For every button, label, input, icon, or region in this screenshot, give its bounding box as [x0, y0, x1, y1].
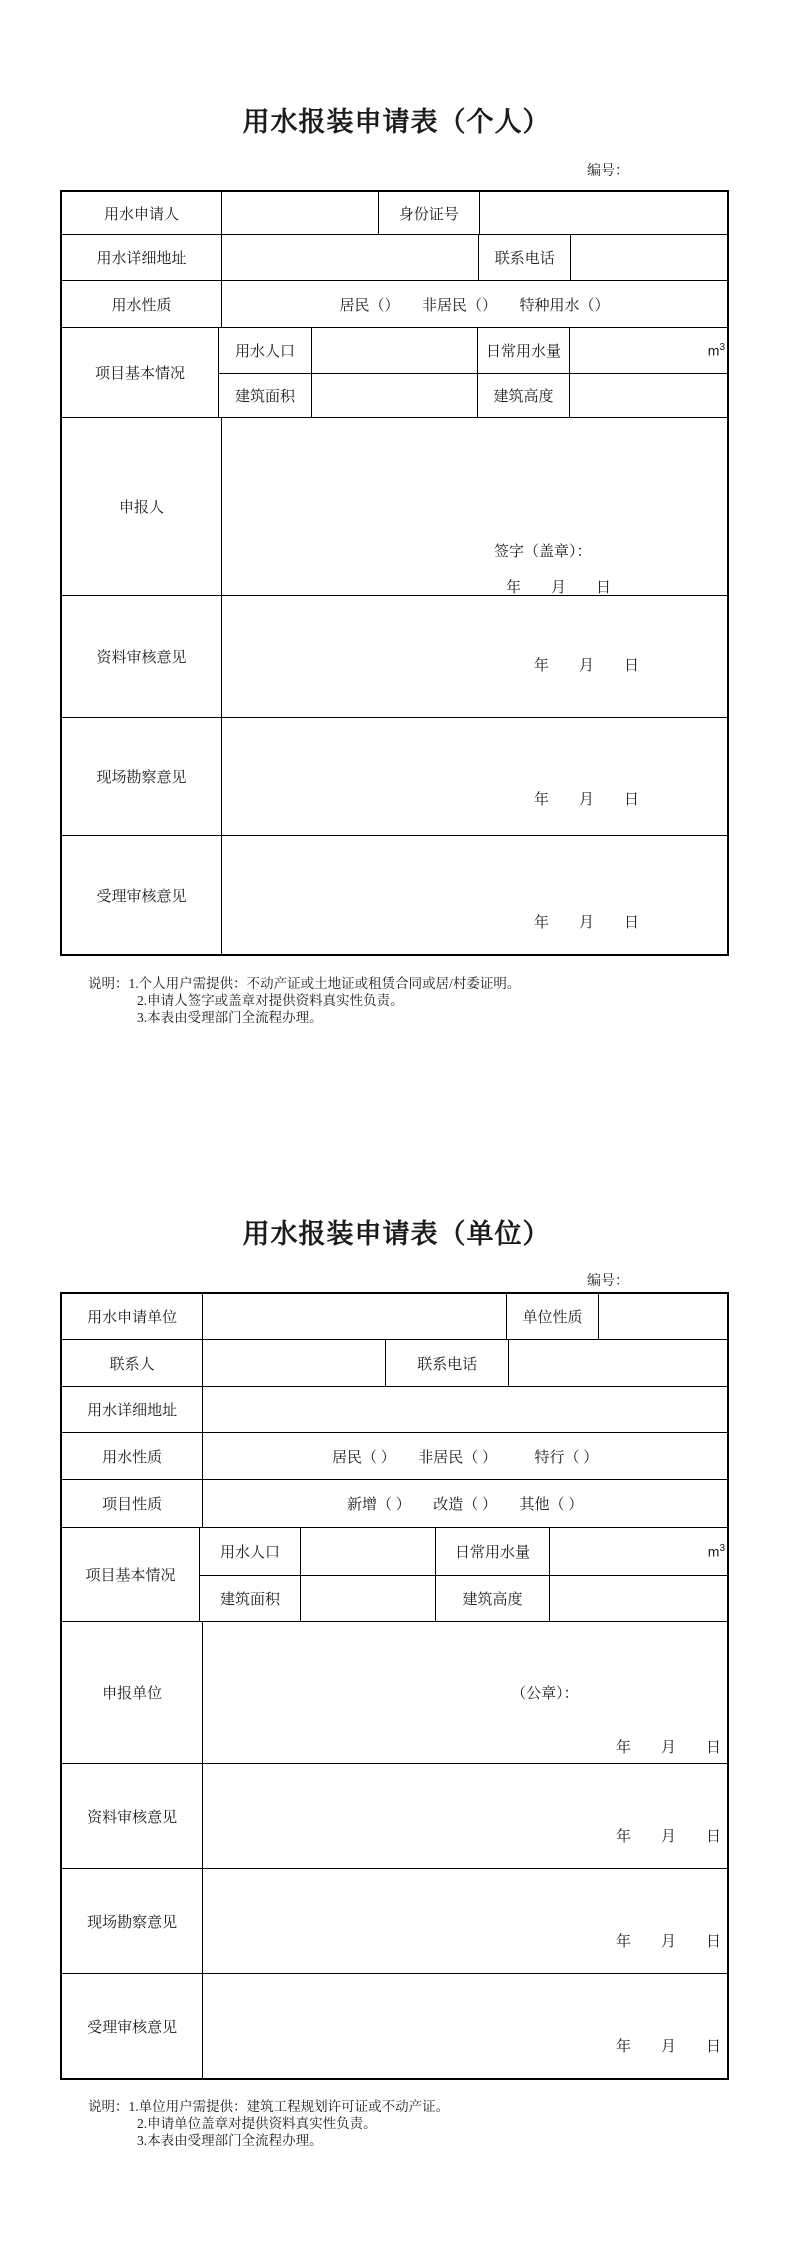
acceptance-review-label: 受理审核意见 — [96, 888, 187, 905]
unit-nature-value-cell[interactable] — [598, 1294, 727, 1339]
form2-title: 用水报装申请表（单位） — [242, 1219, 551, 1249]
signature-date-line: 年 月 日 — [506, 580, 612, 596]
form1-row-declarer — [62, 417, 727, 595]
form2-row-site-survey — [62, 1868, 727, 1973]
form1-title: 用水报装申请表（个人） — [242, 107, 551, 137]
area-label-2: 建筑面积 — [219, 1591, 280, 1608]
unit-label: 用水申请单位 — [87, 1310, 178, 1326]
water-nature-label-2: 用水性质 — [102, 1449, 163, 1466]
unit-nature-label: 单位性质 — [506, 1294, 597, 1339]
form1-row-applicant — [62, 192, 727, 234]
form1-note-3: 3.本表由受理部门全流程办理。 — [137, 1010, 323, 1025]
form1-row-site-survey — [62, 717, 727, 835]
form1-row-address — [62, 234, 727, 280]
form2-row-unit — [62, 1294, 727, 1339]
material-review-date-line-2: 年 月 日 — [615, 1829, 721, 1845]
material-review-date-line: 年 月 日 — [534, 658, 640, 674]
population-value-cell-2[interactable] — [300, 1528, 435, 1575]
site-survey-cell-2[interactable] — [202, 1869, 727, 1973]
form1-subrow-population — [219, 328, 727, 373]
daily-usage-label-2: 日常用水量 — [435, 1528, 549, 1575]
water-nature-options-2[interactable]: 居民（ ） 非居民（ ） 特行（ ） — [202, 1433, 727, 1479]
height-label-2: 建筑高度 — [435, 1576, 549, 1622]
unit-value-cell[interactable] — [202, 1294, 506, 1339]
form1-subrow-building — [219, 373, 727, 418]
form2-subrow-population — [200, 1528, 727, 1575]
contact-label: 联系人 — [109, 1356, 155, 1373]
population-label: 用水人口 — [234, 343, 295, 360]
project-nature-options[interactable]: 新增（ ） 改造（ ） 其他（ ） — [202, 1480, 727, 1527]
contact-value-cell[interactable] — [202, 1340, 385, 1386]
acceptance-review-label-2: 受理审核意见 — [87, 2019, 178, 2036]
acceptance-review-date-line: 年 月 日 — [534, 915, 640, 931]
form1-row-acceptance-review — [62, 835, 727, 954]
form1-serial-label: 编号： — [587, 164, 629, 179]
form2-row-water-nature — [62, 1432, 727, 1479]
site-survey-date-line-2: 年 月 日 — [615, 1934, 721, 1950]
form2-serial-label: 编号： — [587, 1274, 629, 1289]
seal-date-line: 年 月 日 — [615, 1740, 721, 1756]
site-survey-cell[interactable] — [221, 718, 727, 835]
project-label: 项目基本情况 — [94, 366, 185, 382]
form2-note-3: 3.本表由受理部门全流程办理。 — [137, 2133, 323, 2148]
height-label: 建筑高度 — [477, 374, 569, 418]
height-value-cell[interactable] — [569, 374, 727, 418]
signature-label: 签字（盖章）： — [494, 544, 592, 560]
acceptance-review-date-line-2: 年 月 日 — [615, 2039, 721, 2055]
form2-table — [60, 1292, 729, 2080]
material-review-cell-2[interactable] — [202, 1764, 727, 1868]
applicant-label: 用水申请人 — [104, 206, 180, 223]
form2-row-material-review — [62, 1763, 727, 1868]
phone-value-cell-2[interactable] — [508, 1340, 727, 1386]
id-number-label: 身份证号 — [378, 192, 478, 234]
form2-row-acceptance-review — [62, 1973, 727, 2078]
form1-note-1: 说明：1.个人用户需提供：不动产证或土地证或租赁合同或居/村委证明。 — [88, 976, 521, 991]
declarer-label: 申报人 — [119, 500, 165, 516]
address-value-cell-2[interactable] — [202, 1387, 727, 1432]
population-value-cell[interactable] — [311, 328, 477, 373]
declarer-unit-label: 申报单位 — [102, 1686, 163, 1702]
seal-label: （公章）： — [511, 1686, 579, 1702]
area-value-cell[interactable] — [311, 374, 477, 418]
water-nature-options[interactable]: 居民（） 非居民（） 特种用水（） — [221, 281, 727, 327]
form2-note-2: 2.申请单位盖章对提供资料真实性负责。 — [137, 2116, 377, 2131]
form2-row-project-nature — [62, 1479, 727, 1527]
form2-notes — [88, 2098, 449, 2149]
project-nature-label: 项目性质 — [102, 1497, 163, 1513]
declarer-seal-cell[interactable] — [202, 1622, 727, 1763]
site-survey-label: 现场勘察意见 — [96, 770, 187, 786]
material-review-label: 资料审核意见 — [96, 650, 187, 666]
area-label: 建筑面积 — [234, 388, 295, 405]
declarer-signature-cell[interactable] — [221, 418, 727, 595]
daily-usage-value-cell[interactable] — [569, 328, 727, 373]
form2-row-contact — [62, 1339, 727, 1386]
id-number-value-cell[interactable] — [479, 192, 728, 234]
material-review-label-2: 资料审核意见 — [87, 1809, 178, 1826]
site-survey-date-line: 年 月 日 — [534, 792, 640, 808]
form1-row-project-basics — [62, 327, 727, 417]
phone-label: 联系电话 — [478, 235, 569, 280]
form2-note-1: 说明：1.单位用户需提供：建筑工程规划许可证或不动产证。 — [88, 2099, 450, 2114]
form1-notes — [88, 975, 520, 1026]
water-nature-label: 用水性质 — [111, 297, 172, 314]
applicant-value-cell[interactable] — [221, 192, 378, 234]
address-value-cell[interactable] — [221, 235, 478, 280]
form2-subrow-building — [200, 1575, 727, 1622]
phone-value-cell[interactable] — [570, 235, 727, 280]
address-label-2: 用水详细地址 — [87, 1403, 178, 1419]
form1-note-2: 2.申请人签字或盖章对提供资料真实性负责。 — [137, 993, 404, 1008]
form1-row-material-review — [62, 595, 727, 717]
form1-row-water-nature — [62, 280, 727, 327]
daily-usage-value-cell-2[interactable] — [549, 1528, 727, 1575]
daily-usage-label: 日常用水量 — [477, 328, 569, 373]
cubic-meter-unit-2: $m^3$ — [707, 1542, 725, 1560]
site-survey-label-2: 现场勘察意见 — [87, 1914, 178, 1931]
project-subgrid — [218, 328, 727, 417]
address-label: 用水详细地址 — [96, 251, 187, 267]
form2-row-declarer — [62, 1621, 727, 1763]
material-review-cell[interactable] — [221, 596, 727, 717]
project-subgrid-2 — [199, 1528, 727, 1621]
project-label-2: 项目基本情况 — [85, 1568, 176, 1584]
form2-row-address — [62, 1386, 727, 1432]
cubic-meter-unit: $m^3$ — [707, 341, 725, 359]
phone-label-2: 联系电话 — [385, 1340, 508, 1386]
form1-table — [60, 190, 729, 956]
acceptance-review-cell-2[interactable] — [202, 1974, 727, 2078]
form2-row-project-basics — [62, 1527, 727, 1621]
area-value-cell-2[interactable] — [300, 1576, 435, 1622]
population-label-2: 用水人口 — [219, 1544, 280, 1561]
height-value-cell-2[interactable] — [549, 1576, 727, 1622]
acceptance-review-cell[interactable] — [221, 836, 727, 954]
